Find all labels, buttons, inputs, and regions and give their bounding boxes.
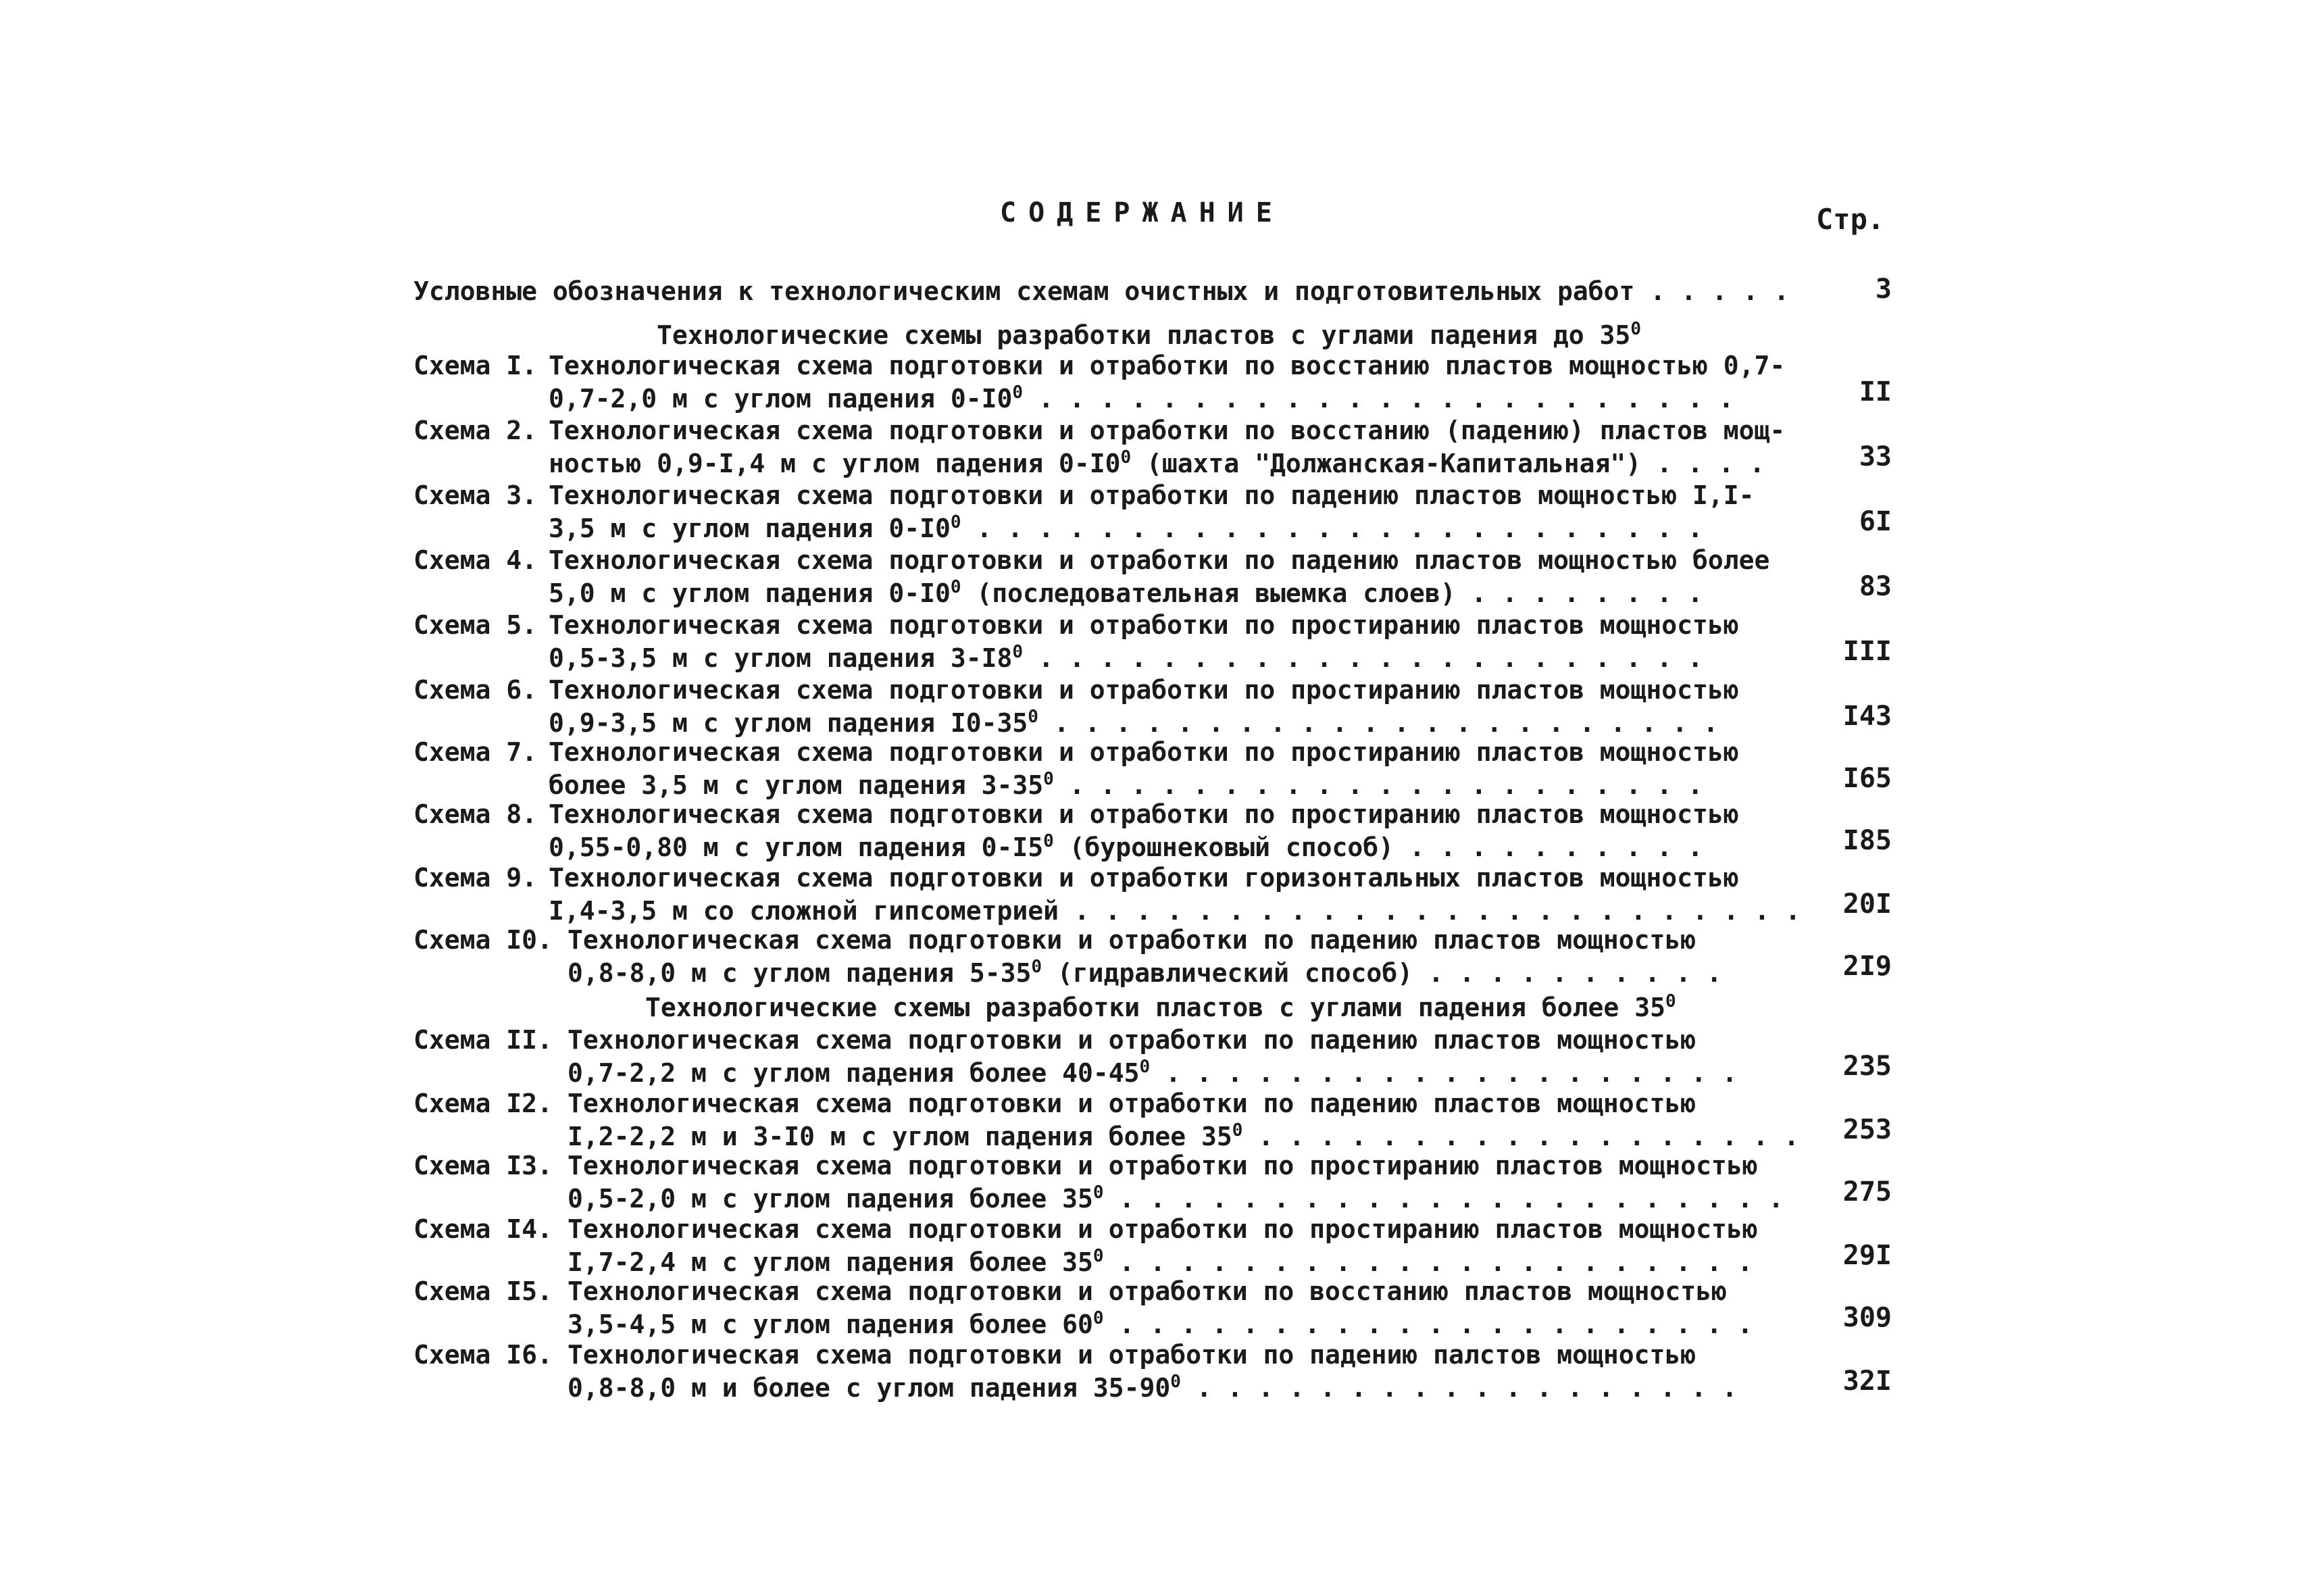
toc-entry-degree: 0	[1028, 707, 1038, 727]
toc-entry-line-2-text: более 3,5 м с углом падения 3-35	[549, 770, 1044, 800]
toc-entry-degree: 0	[1139, 1057, 1151, 1077]
toc-entry-leader: . . . . . . . . . . . . . . . . . . . . . .	[1038, 708, 1719, 738]
toc-entry-line-2-text: I,2-2,2 м и 3-I0 м с углом падения более 35	[568, 1122, 1232, 1151]
toc-entry-label: Схема 4.	[413, 545, 538, 575]
toc-entry-label: Схема I.	[413, 351, 538, 380]
toc-entry-label: Схема I5.	[413, 1276, 553, 1306]
toc-entry-line-2	[549, 380, 1734, 412]
toc-entry-line-2-text: 5,0 м с углом падения 0-I0	[549, 578, 951, 608]
toc-entry-degree: 0	[1092, 1182, 1104, 1203]
toc-entry-label: Схема 6.	[413, 675, 538, 705]
toc-entry-line-1: Технологическая схема подготовки и отработки по простиранию пластов мощностью	[549, 610, 1739, 640]
toc-entry-line-2	[568, 1180, 1784, 1212]
toc-entry-leader: . . . . . . . . . . . . . . . . . . . . . . .	[1023, 384, 1734, 414]
toc-entry-line-2-text: 0,5-2,0 м с углом падения более 35	[568, 1184, 1093, 1214]
toc-entry-line-2	[549, 766, 1703, 798]
toc-entry-label: Схема I6.	[413, 1340, 553, 1370]
toc-entry-degree: 0	[1170, 1372, 1181, 1392]
toc-entry-leader: . . . . . . . . . . . . . . . . . . . . .	[1053, 770, 1703, 800]
toc-entry-line-2-text: 0,7-2,0 м с углом падения 0-I0	[549, 384, 1013, 414]
toc-entry-leader: . . . . . . . . . . . . . . . . . . . . . .	[1103, 1184, 1784, 1214]
toc-entry-leader: . . . . . . . . . . . . . . . . . . .	[1150, 1058, 1738, 1088]
toc-entry-line-2-text: 3,5 м с углом падения 0-I0	[549, 514, 951, 543]
toc-entry-degree: 0	[1012, 382, 1023, 403]
page-title: СОДЕРЖАНИЕ	[1000, 197, 1284, 228]
intro-page-number: 3	[1875, 274, 1892, 305]
toc-entry-label: Схема 2.	[413, 416, 538, 445]
section-heading-1	[657, 316, 1641, 348]
toc-entry-page-number: 253	[1842, 1114, 1892, 1145]
toc-entry-line-2-text: I,7-2,4 м с углом падения более 35	[568, 1247, 1093, 1277]
toc-entry-leader: . . . . . . . . . . . . . . . . . .	[1242, 1122, 1800, 1151]
section-heading-2-text: Технологические схемы разработки пластов с углами падения более 35	[645, 993, 1665, 1022]
toc-entry-line-2	[549, 892, 1801, 924]
toc-entry-line-1: Технологическая схема подготовки и отработки по восстанию пластов мощностью 0,7-	[549, 351, 1786, 380]
toc-entry-line-2	[568, 1054, 1738, 1086]
toc-entry-line-2	[568, 1305, 1753, 1337]
toc-entry-label: Схема 3.	[413, 480, 538, 510]
toc-entry-line-1: Технологическая схема подготовки и отработки по простиранию пластов мощностью	[549, 737, 1739, 767]
toc-entry-label: Схема I2.	[413, 1089, 553, 1118]
toc-entry-leader: . . . . . . . . . . . . . . . . . . . . . . . .	[1058, 896, 1801, 926]
toc-entry-leader: (шахта "Должанская-Капитальная") . . . .	[1131, 449, 1765, 478]
toc-entry-label: Схема 8.	[413, 799, 538, 829]
toc-entry-line-2-text: I,4-3,5 м со сложной гипсометрией	[549, 896, 1059, 926]
toc-entry-leader: . . . . . . . . . . . . . . . . . .	[1180, 1373, 1738, 1403]
toc-entry-degree: 0	[1120, 447, 1132, 468]
toc-entry-line-1: Технологическая схема подготовки и отработки по простиранию пластов мощностью	[568, 1214, 1758, 1244]
toc-entry-page-number: 83	[1859, 571, 1892, 602]
toc-entry-line-2-text: 0,7-2,2 м с углом падения более 40-45	[568, 1058, 1140, 1088]
toc-entry-line-1: Технологическая схема подготовки и отработки по восстанию (падению) пластов мощ-	[549, 416, 1786, 445]
page-column-header: Стр.	[1816, 203, 1885, 236]
toc-entry-degree: 0	[1012, 642, 1023, 662]
toc-entry-line-2	[549, 509, 1703, 541]
toc-entry-line-1: Технологическая схема подготовки и отработки по падению пластов мощностью	[568, 1025, 1696, 1055]
section-heading-1-text: Технологические схемы разработки пластов с углами падения до 35	[657, 320, 1631, 350]
toc-entry-line-2-text: 0,9-3,5 м с углом падения I0-35	[549, 708, 1028, 738]
toc-entry-page-number: I65	[1842, 763, 1892, 794]
toc-entry-line-1: Технологическая схема подготовки и отработки по простиранию пластов мощностью	[549, 675, 1739, 705]
toc-entry-line-2	[549, 639, 1703, 671]
intro-text: Условные обозначения к технологическим схемам очистных и подготовительных работ . . . . .	[413, 276, 1790, 306]
toc-entry-line-2	[549, 704, 1719, 736]
toc-entry-line-2	[549, 445, 1765, 476]
toc-entry-label: Схема 5.	[413, 610, 538, 640]
toc-entry-leader: (последовательная выемка слоев) . . . . . . . .	[961, 578, 1703, 608]
toc-entry-line-2	[568, 1118, 1799, 1149]
toc-entry-label: Схема I0.	[413, 925, 553, 955]
toc-entry-line-1: Технологическая схема подготовки и отработки по падению пластов мощностью более	[549, 545, 1770, 575]
toc-entry-degree: 0	[950, 577, 961, 597]
toc-entry-line-2	[568, 1369, 1738, 1401]
toc-entry-page-number: 29I	[1842, 1240, 1892, 1271]
toc-entry-degree: 0	[950, 512, 961, 532]
toc-entry-line-2-text: 3,5-4,5 м с углом падения более 60	[568, 1310, 1093, 1339]
toc-entry-page-number: II	[1859, 376, 1892, 407]
toc-entry-label: Схема I4.	[413, 1214, 553, 1244]
toc-entry-degree: 0	[1043, 831, 1054, 851]
toc-entry-line-2	[549, 828, 1703, 860]
toc-entry-line-1: Технологическая схема подготовки и отработки по падению пластов мощностью	[568, 925, 1696, 955]
toc-entry-line-1: Технологическая схема подготовки и отработки по падению палстов мощностью	[568, 1340, 1696, 1370]
toc-entry-page-number: 235	[1842, 1051, 1892, 1082]
toc-entry-label: Схема II.	[413, 1025, 553, 1055]
toc-entry-leader: . . . . . . . . . . . . . . . . . . . . .	[1103, 1247, 1753, 1277]
toc-entry-degree: 0	[1232, 1120, 1243, 1141]
toc-entry-degree: 0	[1092, 1246, 1104, 1266]
section-heading-2	[645, 989, 1676, 1020]
toc-entry-page-number: 2I9	[1842, 951, 1892, 982]
toc-entry-leader: . . . . . . . . . . . . . . . . . . . . . . . .	[961, 514, 1703, 543]
toc-entry-line-2-text: 0,8-8,0 м и более с углом падения 35-90	[568, 1373, 1171, 1403]
toc-entry-page-number: 309	[1842, 1302, 1892, 1333]
section-heading-2-degree: 0	[1665, 991, 1676, 1012]
toc-entry-line-2-text: 0,5-3,5 м с углом падения 3-I8	[549, 643, 1013, 673]
toc-entry-line-1: Технологическая схема подготовки и отработки по восстанию пластов мощностью	[568, 1276, 1727, 1306]
toc-entry-leader: (бурошнековый способ) . . . . . . . . . .	[1053, 832, 1703, 862]
toc-entry-leader: . . . . . . . . . . . . . . . . . . . . .	[1103, 1310, 1753, 1339]
toc-entry-label: Схема 7.	[413, 737, 538, 767]
toc-entry-page-number: III	[1842, 636, 1892, 667]
toc-entry-line-2	[568, 954, 1722, 986]
toc-entry-line-2	[549, 574, 1703, 606]
toc-entry-page-number: 6I	[1859, 506, 1892, 537]
section-heading-1-degree: 0	[1630, 319, 1641, 339]
toc-entry-degree: 0	[1092, 1308, 1104, 1328]
toc-entry-line-2-text: ностью 0,9-I,4 м с углом падения 0-I0	[549, 449, 1121, 478]
toc-entry-line-1: Технологическая схема подготовки и отработки горизонтальных пластов мощностью	[549, 863, 1739, 893]
toc-entry-page-number: 20I	[1842, 889, 1892, 920]
toc-entry-line-2-text: 0,55-0,80 м с углом падения 0-I5	[549, 832, 1044, 862]
toc-entry-leader: (гидравлический способ) . . . . . . . . . .	[1042, 958, 1722, 988]
toc-entry-page-number: 275	[1842, 1176, 1892, 1207]
toc-entry-line-1: Технологическая схема подготовки и отработки по падению пластов мощностью	[568, 1089, 1696, 1118]
toc-entry-line-1: Технологическая схема подготовки и отработки по простиранию пластов мощностью	[549, 799, 1739, 829]
toc-entry-degree: 0	[1031, 957, 1042, 977]
toc-entry-label: Схема I3.	[413, 1151, 553, 1180]
toc-entry-leader: . . . . . . . . . . . . . . . . . . . . . .	[1023, 643, 1703, 673]
toc-entry-page-number: 32I	[1842, 1366, 1892, 1397]
toc-entry-line-1: Технологическая схема подготовки и отработки по падению пластов мощностью I,I-	[549, 480, 1755, 510]
toc-entry-degree: 0	[1043, 769, 1054, 789]
toc-entry-page-number: 33	[1859, 441, 1892, 472]
toc-entry-page-number: I43	[1842, 701, 1892, 732]
toc-entry-label: Схема 9.	[413, 863, 538, 893]
toc-entry-page-number: I85	[1842, 825, 1892, 856]
toc-entry-line-2-text: 0,8-8,0 м с углом падения 5-35	[568, 958, 1032, 988]
toc-entry-line-2	[568, 1243, 1753, 1275]
toc-entry-line-1: Технологическая схема подготовки и отработки по простиранию пластов мощностью	[568, 1151, 1758, 1180]
